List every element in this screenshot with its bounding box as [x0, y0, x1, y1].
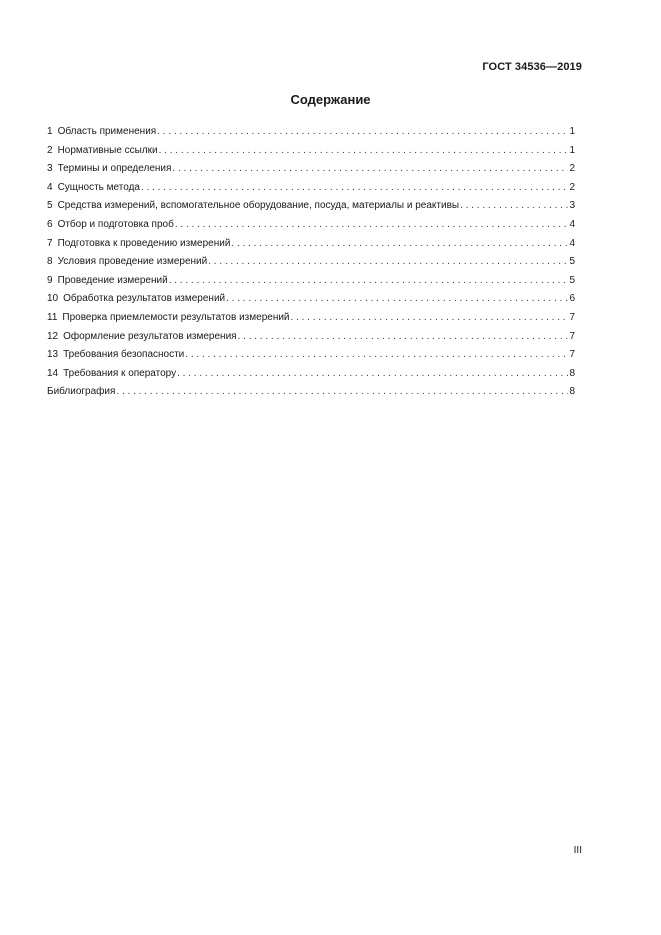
toc-item-title: Требования к оператору — [63, 367, 177, 379]
toc-item[interactable] — [47, 272, 575, 291]
toc-item-title: Средства измерений, вспомогательное оборудование, посуда, материалы и реактивы — [57, 200, 460, 212]
toc-item[interactable] — [47, 328, 575, 347]
toc-item-number: 11 — [47, 311, 58, 323]
toc-item-title: Нормативные ссылки — [57, 144, 158, 156]
toc-item-title: Термины и определения — [57, 163, 172, 175]
toc-item[interactable] — [47, 346, 575, 365]
toc-item-page: 7 — [569, 311, 575, 323]
table-of-contents — [47, 123, 575, 402]
toc-leader-dots — [141, 179, 568, 198]
toc-item-page: 8 — [569, 367, 575, 379]
toc-item-page: 7 — [569, 349, 575, 361]
toc-item-title: Отбор и подготовка проб — [57, 218, 174, 230]
toc-item[interactable] — [47, 216, 575, 235]
toc-item-number: 9 — [47, 274, 53, 286]
toc-leader-dots — [291, 309, 569, 328]
toc-item-title: Проверка приемлемости результатов измерений — [62, 311, 290, 323]
toc-item-page: 1 — [569, 126, 575, 137]
toc-item[interactable] — [47, 197, 575, 216]
toc-item-number: 8 — [47, 256, 53, 268]
toc-leader-dots — [238, 328, 569, 347]
toc-item-number: 3 — [47, 163, 53, 175]
toc-item-number: 10 — [47, 293, 59, 305]
toc-item-page: 6 — [569, 293, 575, 305]
toc-item-title: Подготовка к проведению измерений — [57, 237, 231, 249]
toc-leader-dots — [177, 365, 568, 384]
toc-item-number: 13 — [47, 349, 59, 361]
toc-item[interactable] — [47, 179, 575, 198]
toc-item[interactable] — [47, 142, 575, 161]
toc-leader-dots — [169, 272, 569, 291]
toc-item-page: 2 — [569, 181, 575, 193]
toc-item-title: Проведение измерений — [57, 274, 168, 286]
toc-item-title: Оформление результатов измерения — [63, 330, 237, 342]
toc-leader-dots — [231, 235, 568, 254]
toc-item[interactable] — [47, 309, 575, 328]
toc-item-number: 12 — [47, 330, 59, 342]
toc-item-page: 2 — [569, 163, 575, 175]
toc-item-page: 5 — [569, 256, 575, 268]
toc-item-page: 4 — [569, 218, 575, 230]
toc-item-title: Требования безопасности — [63, 349, 185, 361]
toc-leader-dots — [175, 216, 569, 235]
toc-leader-dots — [185, 346, 568, 365]
toc-item-title: Сущность метода — [57, 181, 140, 193]
toc-item-number: 2 — [47, 144, 53, 156]
toc-leader-dots — [157, 123, 568, 142]
toc-item[interactable] — [47, 123, 575, 142]
toc-leader-dots — [226, 290, 568, 309]
toc-item-number: 14 — [47, 367, 59, 379]
toc-item-page: 1 — [569, 144, 575, 156]
toc-item-page: 7 — [569, 330, 575, 342]
toc-item-title: Библиография — [47, 386, 116, 398]
toc-item[interactable] — [47, 253, 575, 272]
toc-leader-dots — [208, 253, 568, 272]
toc-item-number: 4 — [47, 181, 53, 193]
toc-item-title: Область применения — [57, 126, 157, 137]
toc-item-page: 5 — [569, 274, 575, 286]
document-code: ГОСТ 34536—2019 — [482, 61, 582, 73]
toc-item-number: 6 — [47, 218, 53, 230]
toc-item-page: 8 — [569, 386, 575, 398]
page-number: III — [573, 845, 582, 856]
toc-item[interactable] — [47, 235, 575, 254]
toc-item-number: 7 — [47, 237, 53, 249]
toc-item-bibliography[interactable] — [47, 383, 575, 402]
toc-item-number: 5 — [47, 200, 53, 212]
toc-item-page: 3 — [569, 200, 575, 212]
toc-leader-dots — [172, 160, 568, 179]
toc-leader-dots — [116, 383, 568, 402]
toc-item-title: Условия проведение измерений — [57, 256, 208, 268]
toc-item-title: Обработка результатов измерений — [63, 293, 226, 305]
page-title: Содержание — [290, 92, 371, 107]
toc-item-number: 1 — [47, 126, 53, 137]
toc-item[interactable] — [47, 365, 575, 384]
toc-item[interactable] — [47, 290, 575, 309]
toc-leader-dots — [159, 142, 569, 161]
toc-item-page: 4 — [569, 237, 575, 249]
toc-leader-dots — [460, 197, 568, 216]
toc-item[interactable] — [47, 160, 575, 179]
